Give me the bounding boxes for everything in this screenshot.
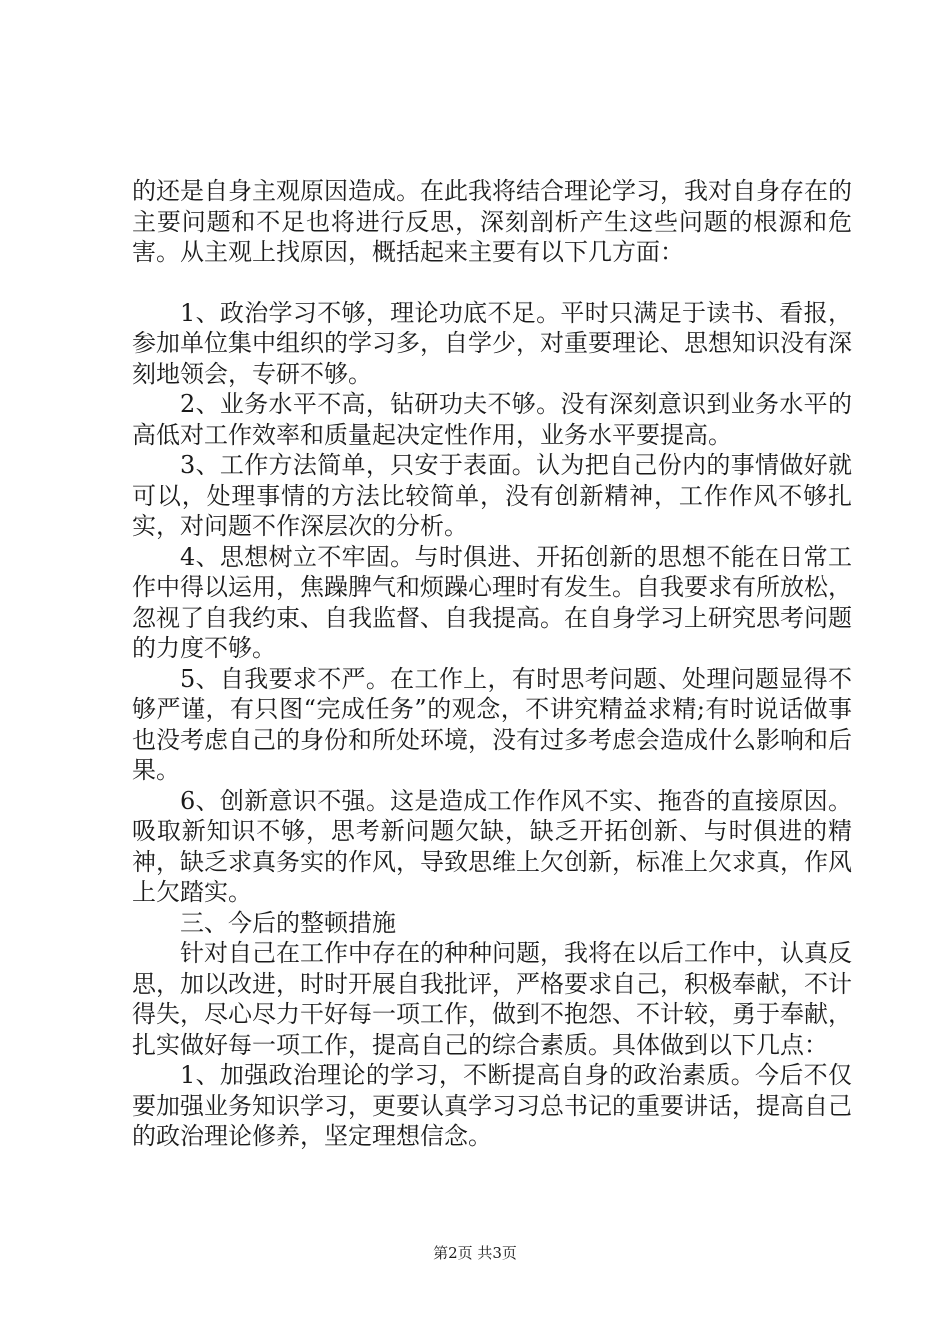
- paragraph-item-5: 5、自我要求不严。在工作上，有时思考问题、处理问题显得不够严谨，有只图“完成任务”的观念，不讲究精益求精;有时说话做事也没考虑自己的身份和所处环境，没有过多考虑会造成什么影响和后果。: [132, 664, 852, 784]
- paragraph-item-6: 6、创新意识不强。这是造成工作作风不实、拖沓的直接原因。吸取新知识不够，思考新问题欠缺，缺乏开拓创新、与时俱进的精神，缺乏求真务实的作风，导致思维上欠创新，标准上欠求真，作风上欠踏实。: [132, 786, 852, 906]
- paragraph-item-4: 4、思想树立不牢固。与时俱进、开拓创新的思想不能在日常工作中得以运用，焦躁脾气和烦躁心理时有发生。自我要求有所放松，忽视了自我约束、自我监督、自我提高。在自身学习上研究思考问题的力度不够。: [132, 542, 852, 662]
- paragraph-measure-1: 1、加强政治理论的学习，不断提高自身的政治素质。今后不仅要加强业务知识学习，更要认真学习习总书记的重要讲话，提高自己的政治理论修养，坚定理想信念。: [132, 1061, 852, 1150]
- paragraph-item-3: 3、工作方法简单，只安于表面。认为把自己份内的事情做好就可以，处理事情的方法比较简单，没有创新精神，工作作风不够扎实，对问题不作深层次的分析。: [132, 451, 852, 540]
- paragraph-intro: 的还是自身主观原因造成。在此我将结合理论学习，我对自身存在的主要问题和不足也将进行反思，深刻剖析产生这些问题的根源和危害。从主观上找原因，概括起来主要有以下几方面：: [132, 177, 852, 266]
- page-number-footer: 第2页 共3页: [433, 1244, 517, 1262]
- paragraph-item-1: 1、政治学习不够，理论功底不足。平时只满足于读书、看报，参加单位集中组织的学习多，自学少，对重要理论、思想知识没有深刻地领会，专研不够。: [132, 298, 852, 388]
- paragraph-item-2: 2、业务水平不高，钻研功夫不够。没有深刻意识到业务水平的高低对工作效率和质量起决定性作用，业务水平要提高。: [132, 390, 852, 449]
- document-body: [132, 176, 852, 1152]
- section-heading-measures: 三、今后的整顿措施: [180, 908, 396, 937]
- paragraph-measures-intro: 针对自己在工作中存在的种种问题，我将在以后工作中，认真反思，加以改进，时时开展自我批评，严格要求自己，积极奉献，不计得失，尽心尽力干好每一项工作，做到不抱怨、不计较，勇于奉献，扎实做好每一项工作，提高自己的综合素质。具体做到以下几点：: [132, 939, 852, 1059]
